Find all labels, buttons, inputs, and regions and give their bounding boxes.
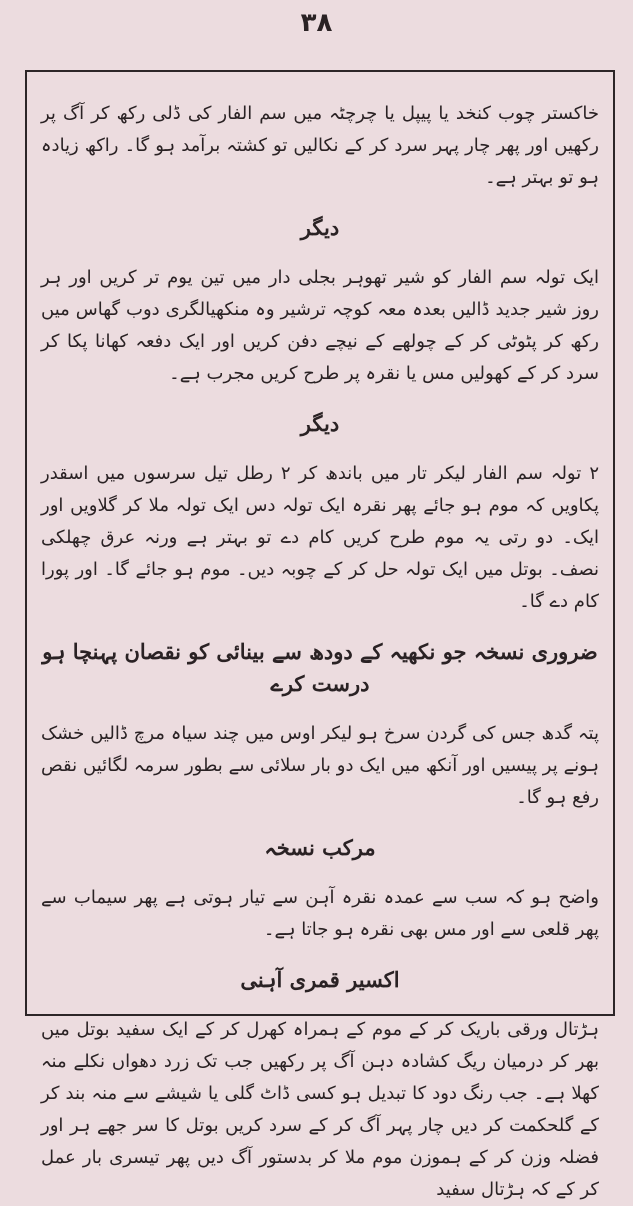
paragraph: ہڑتال ورقی باریک کر کے موم کے ہمراہ کھرل کر کے ایک سفید بوتل میں بھر کر درمیان ریگ کشادہ دہن آگ پر رکھیں جب تک زرد دھواں نکلے منہ کھلا ہے۔ جب رنگ دود کا تبدیل ہو کسی ڈاٹ گلی یا شیشے سے منہ بند کر کے گلحکمت کر دیں چار پہر آگ کر کے سرد کریں بوتل کا سر جھے ہر اور فضلہ وزن کر کے ہموزن موم ملا کر بدستور آگ دیں پھر تیسری بار عمل کر کے کہ ہڑتال سفید <box>41 1019 599 1200</box>
paragraph: واضح ہو کہ سب سے عمدہ نقرہ آہن سے تیار ہوتی ہے پھر سیماب سے پھر قلعی سے اور مس بھی نقرہ ہو جاتا ہے۔ <box>41 887 599 940</box>
page-frame <box>25 70 615 1200</box>
section-eyesight-remedy <box>41 636 599 814</box>
section-opening <box>41 98 599 194</box>
section-heading: ضروری نسخہ جو نکھیہ کے دودھ سے بینائی کو نقصان پہنچا ہو درست کرے <box>42 639 598 696</box>
paragraph: ایک تولہ سم الفار کو شیر تھوہر بجلی دار میں تین یوم تر کریں اور ہر روز شیر جدید ڈالیں بعدہ معہ کوچہ ترشیر وہ منکھیالگری دوب گھاس میں رکھ کر پٹوٹی کر کے چولھے کے نیچے دفن کریں اور ایک دفعہ کھانا پکا کر سرد کر کے کھولیں مس یا نقرہ پر طرح کریں مجرب ہے۔ <box>41 267 599 384</box>
section-digar-2 <box>41 408 599 618</box>
section-heading: دیگر <box>300 411 340 436</box>
page-number: ٣٨ <box>300 8 333 38</box>
section-compound-recipe <box>41 832 599 946</box>
section-digar-1 <box>41 212 599 390</box>
section-iron-elixir <box>41 964 599 1206</box>
paragraph-ash-preparation: خاکستر چوب کنخد یا پیپل یا چرچٹہ میں سم الفار کی ڈلی رکھ کر آگ پر رکھیں اور پھر چار پہر سرد کر کے نکالیں تو کشتہ برآمد ہو گا۔ راکھ زیادہ ہو تو بہتر ہے۔ <box>41 103 599 188</box>
section-heading: دیگر <box>300 215 340 240</box>
section-heading: اکسیر قمری آہنی <box>240 967 400 992</box>
section-heading: مرکب نسخہ <box>264 835 376 860</box>
paragraph: پتہ گدھ جس کی گردن سرخ ہو لیکر اوس میں چند سیاہ مرچ ڈالیں خشک ہونے پر پیسیں اور آنکھ میں ایک دو بار سلائی سے بطور سرمہ لگائیں نقص رفع ہو گا۔ <box>41 723 599 808</box>
paragraph: ۲ تولہ سم الفار لیکر تار میں باندھ کر ۲ رطل تیل سرسوں میں اسقدر پکاویں کہ موم ہو جائے پھر نقرہ ایک تولہ دس ایک تولہ ملا کر گلاویں اور ایک۔ دو رتی یہ موم طرح کریں کام دے تو بہتر ہے ورنہ عرق چھلکی نصف۔ بوتل میں ایک تولہ حل کر کے چوبہ دیں۔ موم ہو جائے گا۔ اور پورا کام دے گا۔ <box>41 463 600 612</box>
